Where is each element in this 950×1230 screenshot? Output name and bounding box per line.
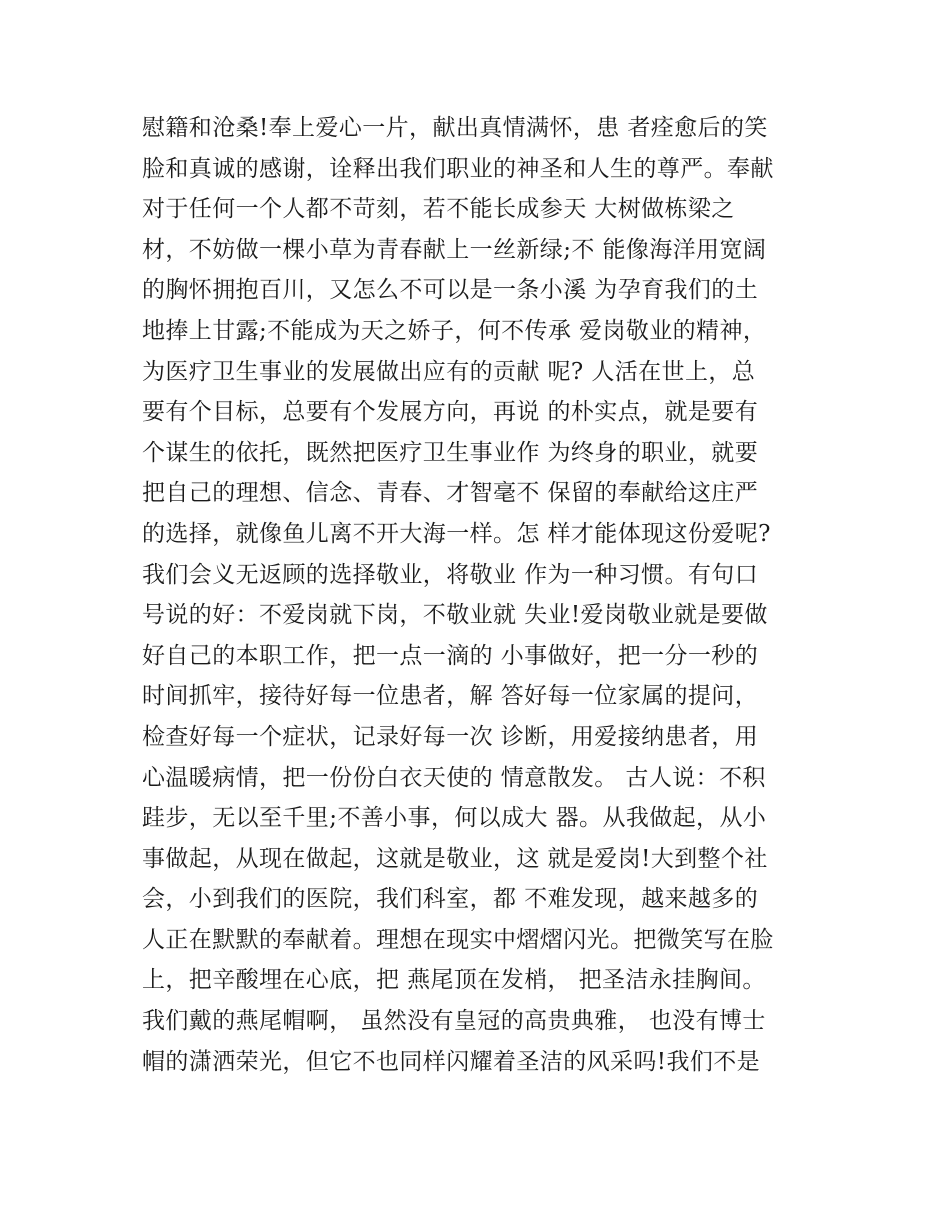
text-line: 事做起，从现在做起，这就是敬业，这 就是爱岗!大到整个社 bbox=[142, 845, 768, 872]
text-line: 要有个目标，总要有个发展方向，再说 的朴实点，就是要有 bbox=[142, 399, 759, 426]
text-line: 号说的好：不爱岗就下岗，不敬业就 失业!爱岗敬业就是要做 bbox=[142, 602, 768, 629]
text-line: 会，小到我们的医院，我们科室，都 不难发现，越来越多的 bbox=[142, 886, 759, 913]
text-line: 我们戴的燕尾帽啊， 虽然没有皇冠的高贵典雅， 也没有博士 bbox=[142, 1008, 766, 1035]
text-line: 对于任何一个人都不苛刻，若不能长成参天 大树做栋梁之 bbox=[142, 196, 735, 223]
text-line: 我们会义无返顾的选择敬业，将敬业 作为一种习惯。有句口 bbox=[142, 561, 759, 588]
text-line: 好自己的本职工作，把一点一滴的 小事做好，把一分一秒的 bbox=[142, 642, 759, 669]
text-line: 个谋生的依托，既然把医疗卫生事业作 为终身的职业，就要 bbox=[142, 439, 759, 466]
text-line: 脸和真诚的感谢，诠释出我们职业的神圣和人生的尊严。奉献 bbox=[142, 155, 774, 182]
text-line: 慰籍和沧桑!奉上爱心一片，献出真情满怀，患 者痊愈后的笑 bbox=[142, 115, 768, 141]
text-line: 地捧上甘露;不能成为天之娇子，何不传承 爱岗敬业的精神， bbox=[142, 317, 767, 344]
text-line: 心温暖病情，把一份份白衣天使的 情意散发。 古人说：不积 bbox=[142, 764, 766, 791]
text-line: 的胸怀拥抱百川，又怎么不可以是一条小溪 为孕育我们的土 bbox=[142, 277, 759, 304]
text-line: 的选择，就像鱼儿离不开大海一样。怎 样才能体现这份爱呢? bbox=[142, 520, 771, 547]
text-line: 把自己的理想、信念、青春、才智毫不 保留的奉献给这庄严 bbox=[142, 480, 759, 507]
text-line: 跬步，无以至千里;不善小事，何以成大 器。从我做起，从小 bbox=[142, 805, 767, 832]
text-line: 材，不妨做一棵小草为青春献上一丝新绿;不 能像海洋用宽阔 bbox=[142, 236, 767, 263]
body-text bbox=[142, 108, 842, 1082]
text-line: 时间抓牢，接待好每一位患者，解 答好每一位家属的提问， bbox=[142, 683, 759, 710]
text-line: 检查好每一个症状，记录好每一次 诊断，用爱接纳患者，用 bbox=[142, 723, 759, 750]
text-line: 帽的潇洒荣光，但它不也同样闪耀着圣洁的风采吗!我们不是 bbox=[142, 1048, 761, 1075]
text-line: 为医疗卫生事业的发展做出应有的贡献 呢? 人活在世上，总 bbox=[142, 358, 756, 385]
text-line: 上，把辛酸埋在心底，把 燕尾顶在发梢， 把圣洁永挂胸间。 bbox=[142, 967, 766, 994]
text-line: 人正在默默的奉献着。理想在现实中熠熠闪光。把微笑写在脸 bbox=[142, 926, 774, 953]
